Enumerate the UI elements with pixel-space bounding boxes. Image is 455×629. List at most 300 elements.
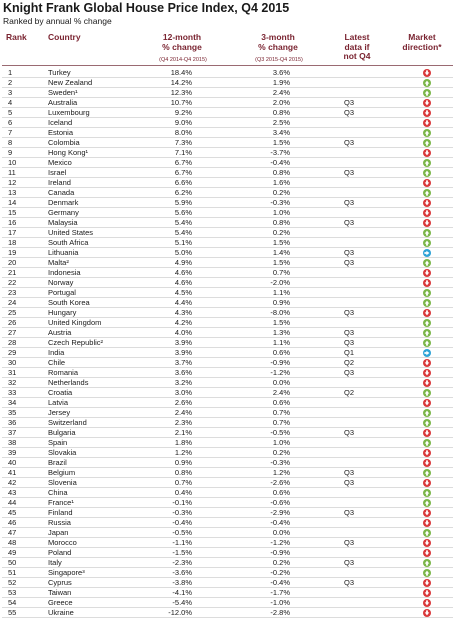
latest-data-cell: Q3 bbox=[344, 198, 355, 207]
header-divider bbox=[2, 65, 453, 66]
header-12-month-period: (Q4 2014-Q4 2015) bbox=[159, 57, 207, 63]
change-12-month-cell: 7.1% bbox=[174, 148, 192, 157]
country-cell: Taiwan bbox=[48, 588, 72, 597]
change-3-month-cell: -0.4% bbox=[270, 518, 290, 527]
change-12-month-cell: 8.0% bbox=[174, 128, 192, 137]
change-12-month-cell: -3.6% bbox=[172, 568, 192, 577]
country-cell: Hungary bbox=[48, 308, 77, 317]
table-row bbox=[0, 178, 455, 188]
change-3-month-cell: 1.5% bbox=[272, 318, 290, 327]
change-3-month-cell: 0.0% bbox=[272, 528, 290, 537]
table-row bbox=[0, 568, 455, 578]
change-3-month-cell: -2.6% bbox=[270, 478, 290, 487]
change-12-month-cell: 9.2% bbox=[174, 108, 192, 117]
change-12-month-cell: -0.3% bbox=[172, 508, 192, 517]
rank-cell: 47 bbox=[8, 528, 17, 537]
rank-cell: 53 bbox=[8, 588, 17, 597]
country-cell: South Africa bbox=[48, 238, 89, 247]
arrow-down-icon bbox=[423, 579, 431, 587]
table-row bbox=[0, 388, 455, 398]
arrow-down-icon bbox=[423, 589, 431, 597]
latest-data-cell: Q3 bbox=[344, 578, 355, 587]
change-3-month-cell: 1.0% bbox=[272, 438, 290, 447]
table-row bbox=[0, 378, 455, 388]
table-row bbox=[0, 358, 455, 368]
table-row bbox=[0, 138, 455, 148]
arrow-down-icon bbox=[423, 199, 431, 207]
header-rank: Rank bbox=[6, 32, 27, 42]
country-cell: Malaysia bbox=[48, 218, 78, 227]
rank-cell: 20 bbox=[8, 258, 17, 267]
country-cell: Germany bbox=[48, 208, 79, 217]
change-12-month-cell: 1.8% bbox=[174, 438, 192, 447]
country-cell: Austria bbox=[48, 328, 72, 337]
table-row bbox=[0, 198, 455, 208]
change-12-month-cell: 3.0% bbox=[174, 388, 192, 397]
change-12-month-cell: 6.2% bbox=[174, 188, 192, 197]
country-cell: Chile bbox=[48, 358, 66, 367]
table-row bbox=[0, 518, 455, 528]
rank-cell: 50 bbox=[8, 558, 17, 567]
country-cell: Latvia bbox=[48, 398, 69, 407]
table-row bbox=[0, 428, 455, 438]
arrow-up-icon bbox=[423, 439, 431, 447]
country-cell: Romania bbox=[48, 368, 79, 377]
change-12-month-cell: 18.4% bbox=[170, 68, 192, 77]
table-row bbox=[0, 98, 455, 108]
arrow-up-icon bbox=[423, 189, 431, 197]
country-cell: Indonesia bbox=[48, 268, 81, 277]
arrow-up-icon bbox=[423, 339, 431, 347]
table-row bbox=[0, 248, 455, 258]
country-cell: India bbox=[48, 348, 65, 357]
change-12-month-cell: 0.4% bbox=[174, 488, 192, 497]
table-row bbox=[0, 448, 455, 458]
change-12-month-cell: 1.2% bbox=[174, 448, 192, 457]
change-3-month-cell: -0.2% bbox=[270, 568, 290, 577]
country-cell: Australia bbox=[48, 98, 78, 107]
change-12-month-cell: 4.5% bbox=[174, 288, 192, 297]
table-row bbox=[0, 508, 455, 518]
change-12-month-cell: 3.7% bbox=[174, 358, 192, 367]
arrow-down-icon bbox=[423, 369, 431, 377]
change-3-month-cell: -0.4% bbox=[270, 158, 290, 167]
arrow-down-icon bbox=[423, 399, 431, 407]
rank-cell: 15 bbox=[8, 208, 17, 217]
change-3-month-cell: 0.8% bbox=[272, 168, 290, 177]
arrow-down-icon bbox=[423, 509, 431, 517]
change-3-month-cell: 0.7% bbox=[272, 418, 290, 427]
arrow-up-icon bbox=[423, 139, 431, 147]
table-row bbox=[0, 368, 455, 378]
change-12-month-cell: 0.8% bbox=[174, 468, 192, 477]
country-cell: Canada bbox=[48, 188, 75, 197]
table-row bbox=[0, 338, 455, 348]
latest-data-cell: Q3 bbox=[344, 508, 355, 517]
latest-data-cell: Q3 bbox=[344, 428, 355, 437]
change-3-month-cell: -1.7% bbox=[270, 588, 290, 597]
rank-cell: 8 bbox=[8, 138, 13, 147]
change-3-month-cell: -2.8% bbox=[270, 608, 290, 617]
arrow-up-icon bbox=[423, 569, 431, 577]
country-cell: Russia bbox=[48, 518, 71, 527]
rank-cell: 27 bbox=[8, 328, 17, 337]
change-3-month-cell: 0.2% bbox=[272, 228, 290, 237]
table-row bbox=[0, 398, 455, 408]
change-3-month-cell: 0.7% bbox=[272, 268, 290, 277]
change-12-month-cell: 0.7% bbox=[174, 478, 192, 487]
change-3-month-cell: -0.9% bbox=[270, 548, 290, 557]
latest-data-cell: Q3 bbox=[344, 328, 355, 337]
rank-cell: 26 bbox=[8, 318, 17, 327]
change-3-month-cell: 3.4% bbox=[272, 128, 290, 137]
change-12-month-cell: 5.6% bbox=[174, 208, 192, 217]
country-cell: Singapore³ bbox=[48, 568, 85, 577]
country-cell: Bulgaria bbox=[48, 428, 76, 437]
change-3-month-cell: 1.1% bbox=[272, 338, 290, 347]
change-12-month-cell: 4.6% bbox=[174, 268, 192, 277]
rank-cell: 3 bbox=[8, 88, 13, 97]
rank-cell: 16 bbox=[8, 218, 17, 227]
change-12-month-cell: -1.5% bbox=[172, 548, 192, 557]
country-cell: Slovenia bbox=[48, 478, 77, 487]
header-direction bbox=[392, 33, 452, 52]
header-latest-line2: data if bbox=[344, 41, 370, 52]
arrow-up-icon bbox=[423, 319, 431, 327]
rank-cell: 52 bbox=[8, 578, 17, 587]
table-row bbox=[0, 208, 455, 218]
header-direction-line2: direction* bbox=[402, 41, 442, 52]
table-row bbox=[0, 478, 455, 488]
latest-data-cell: Q3 bbox=[344, 138, 355, 147]
country-cell: Hong Kong¹ bbox=[48, 148, 89, 157]
country-cell: Ireland bbox=[48, 178, 71, 187]
change-12-month-cell: 2.1% bbox=[174, 428, 192, 437]
change-12-month-cell: 9.0% bbox=[174, 118, 192, 127]
arrow-up-icon bbox=[423, 489, 431, 497]
latest-data-cell: Q3 bbox=[344, 558, 355, 567]
country-cell: Brazil bbox=[48, 458, 67, 467]
latest-data-cell: Q3 bbox=[344, 308, 355, 317]
table-row bbox=[0, 498, 455, 508]
country-cell: Spain bbox=[48, 438, 68, 447]
rank-cell: 28 bbox=[8, 338, 17, 347]
arrow-down-icon bbox=[423, 539, 431, 547]
header-3-month-line2: % change bbox=[258, 41, 298, 52]
change-3-month-cell: -1.0% bbox=[270, 598, 290, 607]
arrow-up-icon bbox=[423, 559, 431, 567]
latest-data-cell: Q3 bbox=[344, 368, 355, 377]
header-12-month-line2: % change bbox=[162, 41, 202, 52]
country-cell: United States bbox=[48, 228, 94, 237]
country-cell: Malta² bbox=[48, 258, 69, 267]
rank-cell: 33 bbox=[8, 388, 17, 397]
arrow-down-icon bbox=[423, 359, 431, 367]
change-3-month-cell: 0.2% bbox=[272, 448, 290, 457]
arrow-down-icon bbox=[423, 109, 431, 117]
country-cell: Mexico bbox=[48, 158, 72, 167]
change-3-month-cell: 3.6% bbox=[272, 68, 290, 77]
change-3-month-cell: 1.1% bbox=[272, 288, 290, 297]
rank-cell: 17 bbox=[8, 228, 17, 237]
table-row bbox=[0, 548, 455, 558]
header-country: Country bbox=[48, 32, 81, 42]
change-12-month-cell: 5.4% bbox=[174, 228, 192, 237]
change-3-month-cell: 2.4% bbox=[272, 88, 290, 97]
arrow-right-icon bbox=[423, 249, 431, 257]
rank-cell: 51 bbox=[8, 568, 17, 577]
table-row bbox=[0, 488, 455, 498]
arrow-up-icon bbox=[423, 229, 431, 237]
arrow-up-icon bbox=[423, 89, 431, 97]
country-cell: France¹ bbox=[48, 498, 74, 507]
header-3-month bbox=[236, 33, 320, 52]
arrow-up-icon bbox=[423, 169, 431, 177]
change-3-month-cell: -0.3% bbox=[270, 458, 290, 467]
rank-cell: 44 bbox=[8, 498, 17, 507]
arrow-down-icon bbox=[423, 549, 431, 557]
change-3-month-cell: 0.2% bbox=[272, 188, 290, 197]
table-row bbox=[0, 318, 455, 328]
change-12-month-cell: 10.7% bbox=[170, 98, 192, 107]
arrow-up-icon bbox=[423, 409, 431, 417]
change-12-month-cell: 5.1% bbox=[174, 238, 192, 247]
arrow-up-icon bbox=[423, 79, 431, 87]
arrow-down-icon bbox=[423, 99, 431, 107]
arrow-up-icon bbox=[423, 529, 431, 537]
rank-cell: 12 bbox=[8, 178, 17, 187]
rank-cell: 18 bbox=[8, 238, 17, 247]
change-12-month-cell: 2.3% bbox=[174, 418, 192, 427]
table-row bbox=[0, 238, 455, 248]
latest-data-cell: Q3 bbox=[344, 108, 355, 117]
arrow-down-icon bbox=[423, 279, 431, 287]
rank-cell: 22 bbox=[8, 278, 17, 287]
table-row bbox=[0, 438, 455, 448]
rank-cell: 23 bbox=[8, 288, 17, 297]
change-3-month-cell: 0.7% bbox=[272, 408, 290, 417]
change-3-month-cell: 0.6% bbox=[272, 488, 290, 497]
table-row bbox=[0, 258, 455, 268]
country-cell: Israel bbox=[48, 168, 67, 177]
table-row bbox=[0, 538, 455, 548]
rank-cell: 2 bbox=[8, 78, 13, 87]
country-cell: Cyprus bbox=[48, 578, 72, 587]
arrow-down-icon bbox=[423, 449, 431, 457]
change-12-month-cell: 5.0% bbox=[174, 248, 192, 257]
rank-cell: 25 bbox=[8, 308, 17, 317]
country-cell: Greece bbox=[48, 598, 73, 607]
change-3-month-cell: 2.4% bbox=[272, 388, 290, 397]
country-cell: United Kingdom bbox=[48, 318, 102, 327]
change-3-month-cell: 2.0% bbox=[272, 98, 290, 107]
change-12-month-cell: 6.7% bbox=[174, 168, 192, 177]
change-12-month-cell: 4.0% bbox=[174, 328, 192, 337]
change-3-month-cell: 1.5% bbox=[272, 258, 290, 267]
change-12-month-cell: -4.1% bbox=[172, 588, 192, 597]
change-3-month-cell: 0.6% bbox=[272, 348, 290, 357]
change-3-month-cell: 0.0% bbox=[272, 378, 290, 387]
table-row bbox=[0, 118, 455, 128]
rank-cell: 34 bbox=[8, 398, 17, 407]
change-12-month-cell: -0.5% bbox=[172, 528, 192, 537]
table-row bbox=[0, 328, 455, 338]
change-12-month-cell: 3.6% bbox=[174, 368, 192, 377]
change-12-month-cell: 2.4% bbox=[174, 408, 192, 417]
country-cell: Norway bbox=[48, 278, 74, 287]
change-3-month-cell: -0.5% bbox=[270, 428, 290, 437]
arrow-up-icon bbox=[423, 129, 431, 137]
table-row bbox=[0, 308, 455, 318]
rank-cell: 36 bbox=[8, 418, 17, 427]
country-cell: Iceland bbox=[48, 118, 73, 127]
latest-data-cell: Q1 bbox=[344, 348, 355, 357]
table-row bbox=[0, 158, 455, 168]
rank-cell: 49 bbox=[8, 548, 17, 557]
page-subtitle: Ranked by annual % change bbox=[3, 16, 112, 26]
table-row bbox=[0, 418, 455, 428]
country-cell: South Korea bbox=[48, 298, 90, 307]
rank-cell: 37 bbox=[8, 428, 17, 437]
arrow-up-icon bbox=[423, 289, 431, 297]
arrow-down-icon bbox=[423, 209, 431, 217]
country-cell: Italy bbox=[48, 558, 62, 567]
table-row bbox=[0, 168, 455, 178]
table-row bbox=[0, 348, 455, 358]
rank-cell: 45 bbox=[8, 508, 17, 517]
country-cell: Poland bbox=[48, 548, 72, 557]
table-row bbox=[0, 588, 455, 598]
rank-cell: 48 bbox=[8, 538, 17, 547]
rank-cell: 14 bbox=[8, 198, 17, 207]
rank-cell: 40 bbox=[8, 458, 17, 467]
arrow-up-icon bbox=[423, 499, 431, 507]
country-cell: Ukraine bbox=[48, 608, 74, 617]
arrow-up-icon bbox=[423, 389, 431, 397]
change-3-month-cell: 1.3% bbox=[272, 328, 290, 337]
country-cell: Japan bbox=[48, 528, 69, 537]
table-row bbox=[0, 128, 455, 138]
table-row bbox=[0, 578, 455, 588]
change-12-month-cell: 4.2% bbox=[174, 318, 192, 327]
country-cell: New Zealand bbox=[48, 78, 93, 87]
country-cell: Lithuania bbox=[48, 248, 79, 257]
change-12-month-cell: 5.9% bbox=[174, 198, 192, 207]
change-3-month-cell: -0.4% bbox=[270, 578, 290, 587]
change-12-month-cell: 4.6% bbox=[174, 278, 192, 287]
latest-data-cell: Q2 bbox=[344, 388, 355, 397]
change-3-month-cell: -0.3% bbox=[270, 198, 290, 207]
change-12-month-cell: 7.3% bbox=[174, 138, 192, 147]
rank-cell: 21 bbox=[8, 268, 17, 277]
rank-cell: 35 bbox=[8, 408, 17, 417]
change-3-month-cell: -0.6% bbox=[270, 498, 290, 507]
rank-cell: 42 bbox=[8, 478, 17, 487]
change-3-month-cell: 1.6% bbox=[272, 178, 290, 187]
arrow-down-icon bbox=[423, 179, 431, 187]
latest-data-cell: Q3 bbox=[344, 168, 355, 177]
table-row bbox=[0, 288, 455, 298]
change-3-month-cell: -1.2% bbox=[270, 538, 290, 547]
arrow-up-icon bbox=[423, 419, 431, 427]
table-body bbox=[0, 68, 455, 618]
change-12-month-cell: 2.6% bbox=[174, 398, 192, 407]
table-row bbox=[0, 298, 455, 308]
change-12-month-cell: -12.0% bbox=[168, 608, 192, 617]
rank-cell: 5 bbox=[8, 108, 13, 117]
rank-cell: 39 bbox=[8, 448, 17, 457]
change-12-month-cell: 5.4% bbox=[174, 218, 192, 227]
country-cell: Turkey bbox=[48, 68, 71, 77]
country-cell: Morocco bbox=[48, 538, 77, 547]
table-row bbox=[0, 528, 455, 538]
change-3-month-cell: 0.8% bbox=[272, 108, 290, 117]
change-12-month-cell: 4.3% bbox=[174, 308, 192, 317]
change-12-month-cell: 6.7% bbox=[174, 158, 192, 167]
rank-cell: 7 bbox=[8, 128, 13, 137]
arrow-down-icon bbox=[423, 69, 431, 77]
table-row bbox=[0, 468, 455, 478]
country-cell: Estonia bbox=[48, 128, 74, 137]
table-row bbox=[0, 148, 455, 158]
change-3-month-cell: 1.5% bbox=[272, 138, 290, 147]
latest-data-cell: Q2 bbox=[344, 358, 355, 367]
country-cell: Netherlands bbox=[48, 378, 89, 387]
header-3-month-line1: 3-month bbox=[261, 32, 295, 42]
header-12-month bbox=[140, 33, 224, 52]
change-12-month-cell: -1.1% bbox=[172, 538, 192, 547]
change-3-month-cell: -3.7% bbox=[270, 148, 290, 157]
latest-data-cell: Q3 bbox=[344, 478, 355, 487]
country-cell: Denmark bbox=[48, 198, 79, 207]
change-3-month-cell: 1.5% bbox=[272, 238, 290, 247]
arrow-down-icon bbox=[423, 479, 431, 487]
arrow-up-icon bbox=[423, 469, 431, 477]
arrow-up-icon bbox=[423, 159, 431, 167]
table-header bbox=[0, 33, 455, 62]
arrow-down-icon bbox=[423, 599, 431, 607]
rank-cell: 55 bbox=[8, 608, 17, 617]
change-3-month-cell: 1.4% bbox=[272, 248, 290, 257]
table-row bbox=[0, 188, 455, 198]
change-3-month-cell: -8.0% bbox=[270, 308, 290, 317]
arrow-down-icon bbox=[423, 149, 431, 157]
arrow-down-icon bbox=[423, 119, 431, 127]
country-cell: Jersey bbox=[48, 408, 71, 417]
change-12-month-cell: 4.9% bbox=[174, 258, 192, 267]
arrow-down-icon bbox=[423, 309, 431, 317]
rank-cell: 1 bbox=[8, 68, 13, 77]
country-cell: Sweden¹ bbox=[48, 88, 78, 97]
latest-data-cell: Q3 bbox=[344, 218, 355, 227]
change-12-month-cell: 3.2% bbox=[174, 378, 192, 387]
header-latest-line1: Latest bbox=[344, 32, 370, 42]
country-cell: China bbox=[48, 488, 68, 497]
country-cell: Czech Republic² bbox=[48, 338, 104, 347]
change-12-month-cell: -2.3% bbox=[172, 558, 192, 567]
country-cell: Belgium bbox=[48, 468, 76, 477]
table-row bbox=[0, 608, 455, 618]
change-12-month-cell: -5.4% bbox=[172, 598, 192, 607]
change-3-month-cell: 1.0% bbox=[272, 208, 290, 217]
change-12-month-cell: 6.6% bbox=[174, 178, 192, 187]
country-cell: Colombia bbox=[48, 138, 80, 147]
arrow-down-icon bbox=[423, 219, 431, 227]
table-row bbox=[0, 218, 455, 228]
change-12-month-cell: 3.9% bbox=[174, 348, 192, 357]
rank-cell: 31 bbox=[8, 368, 17, 377]
rank-cell: 32 bbox=[8, 378, 17, 387]
